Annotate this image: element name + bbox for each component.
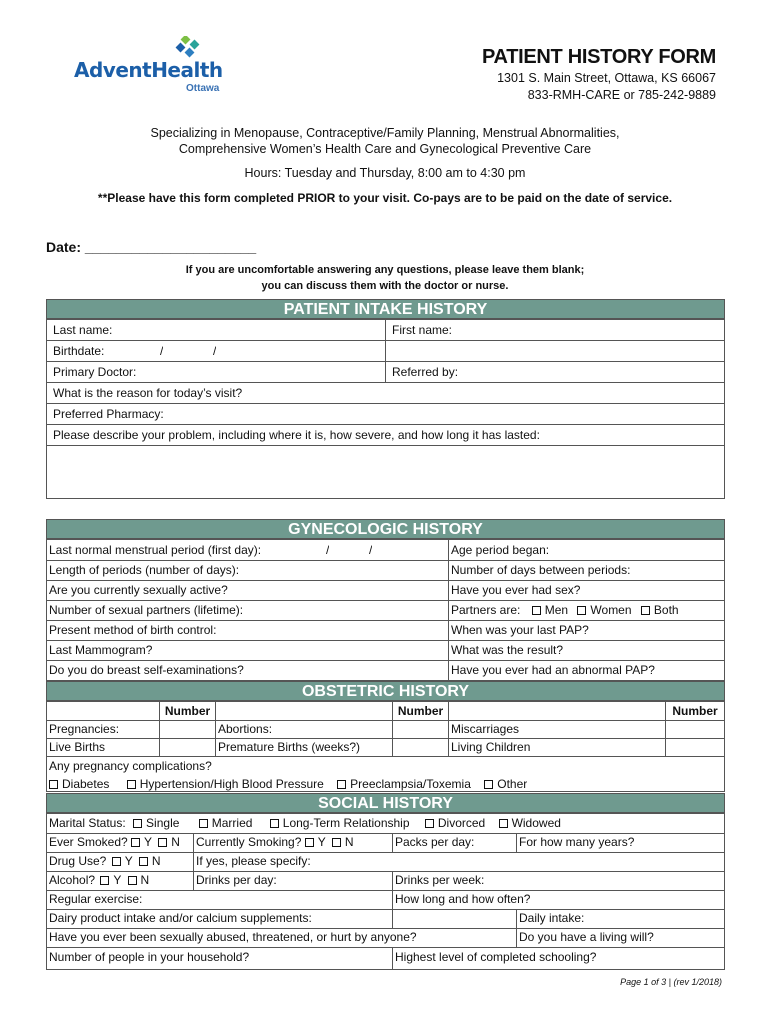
lmp-slash-2: /: [369, 543, 373, 557]
gyn-right-2[interactable]: Have you ever had sex?: [451, 583, 581, 597]
partners-women-option[interactable]: Women: [577, 603, 631, 617]
lmp-slash-1: /: [326, 543, 330, 557]
checkbox-icon[interactable]: [133, 819, 142, 828]
ever-smoked-no[interactable]: N: [158, 835, 180, 849]
exercise-frequency-field[interactable]: How long and how often?: [395, 892, 531, 906]
living-children-label: Living Children: [451, 740, 531, 754]
page-footer: Page 1 of 3 | (rev 1/2018): [620, 977, 722, 987]
birthdate-slash-2: /: [213, 344, 217, 358]
partners-row: [449, 600, 724, 620]
first-name-field[interactable]: First name:: [392, 323, 453, 337]
partners-label: Partners are:: [451, 603, 521, 617]
divorced-option[interactable]: Divorced: [425, 816, 485, 830]
diabetes-option[interactable]: Diabetes: [49, 777, 109, 791]
complications-options: [47, 775, 527, 793]
drug-use-label: Drug Use?: [49, 854, 107, 868]
gyn-left-4[interactable]: Present method of birth control:: [49, 623, 217, 637]
premature-births-label: Premature Births (weeks?): [218, 740, 361, 754]
number-header-3: Number: [672, 704, 718, 718]
single-option[interactable]: Single: [133, 816, 179, 830]
checkbox-icon[interactable]: [49, 780, 58, 789]
currently-smoking-label: Currently Smoking?: [196, 835, 302, 849]
checkbox-icon[interactable]: [131, 838, 140, 847]
gyn-table: [46, 539, 725, 681]
hypertension-option[interactable]: Hypertension/High Blood Pressure: [127, 777, 324, 791]
section-gynecologic: GYNECOLOGIC HISTORY: [46, 519, 725, 539]
checkbox-icon[interactable]: [139, 857, 148, 866]
living-will-field[interactable]: Do you have a living will?: [519, 930, 654, 944]
gyn-right-4[interactable]: When was your last PAP?: [451, 623, 589, 637]
checkbox-icon[interactable]: [127, 780, 136, 789]
currently-smoking-row: [194, 833, 354, 852]
ever-smoked-yes[interactable]: Y: [131, 835, 152, 849]
drug-use-yes[interactable]: Y: [112, 854, 133, 868]
currently-smoking-no[interactable]: N: [332, 835, 354, 849]
problem-description-label: Please describe your problem, including where it is, how severe, and how long it has lasted:: [53, 428, 540, 442]
checkbox-icon[interactable]: [499, 819, 508, 828]
logo-text: AdventHealth: [74, 58, 223, 82]
ever-smoked-row: [47, 833, 180, 852]
privacy-note-2: you can discuss them with the doctor or nurse.: [261, 280, 509, 292]
partners-both-option[interactable]: Both: [641, 603, 679, 617]
checkbox-icon[interactable]: [128, 876, 137, 885]
schooling-field[interactable]: Highest level of completed schooling?: [395, 950, 597, 964]
checkbox-icon[interactable]: [577, 606, 586, 615]
pregnancies-label: Pregnancies:: [49, 722, 120, 736]
clinic-hours: Hours: Tuesday and Thursday, 8:00 am to 4:30 pm: [244, 166, 526, 180]
date-field[interactable]: Date: ______________________: [46, 239, 257, 255]
gyn-right-0[interactable]: Age period began:: [451, 543, 550, 557]
gyn-left-6[interactable]: Do you do breast self-examinations?: [49, 663, 244, 677]
number-header-2: Number: [397, 704, 444, 718]
alcohol-no[interactable]: N: [128, 873, 150, 887]
currently-smoking-yes[interactable]: Y: [305, 835, 326, 849]
marital-status-row: [47, 814, 561, 833]
clinic-phone: 833-RMH-CARE or 785-242-9889: [527, 88, 716, 102]
checkbox-icon[interactable]: [484, 780, 493, 789]
partners-men-option[interactable]: Men: [532, 603, 568, 617]
drinks-per-day-field[interactable]: Drinks per day:: [196, 873, 277, 887]
complications-label: Any pregnancy complications?: [49, 759, 212, 773]
gyn-left-1[interactable]: Length of periods (number of days):: [49, 563, 240, 577]
section-patient-intake: PATIENT INTAKE HISTORY: [46, 299, 725, 319]
checkbox-icon[interactable]: [112, 857, 121, 866]
privacy-note-1: If you are uncomfortable answering any questions, please leave them blank;: [185, 264, 585, 276]
prior-notice: **Please have this form completed PRIOR to your visit. Co-pays are to be paid on the date of service.: [97, 191, 673, 205]
checkbox-icon[interactable]: [532, 606, 541, 615]
intake-table: [46, 319, 725, 499]
visit-reason-field[interactable]: What is the reason for today’s visit?: [53, 386, 243, 400]
section-obstetric: OBSTETRIC HISTORY: [46, 681, 725, 701]
abuse-question-field[interactable]: Have you ever been sexually abused, threatened, or hurt by anyone?: [49, 930, 417, 944]
checkbox-icon[interactable]: [337, 780, 346, 789]
married-option[interactable]: Married: [199, 816, 253, 830]
checkbox-icon[interactable]: [158, 838, 167, 847]
obstetric-table: [46, 701, 725, 792]
drug-specify-field[interactable]: If yes, please specify:: [196, 854, 311, 868]
logo-location: Ottawa: [186, 83, 220, 94]
birthdate-field[interactable]: Birthdate:: [53, 344, 105, 358]
exercise-field[interactable]: Regular exercise:: [49, 892, 143, 906]
gyn-right-1[interactable]: Number of days between periods:: [451, 563, 631, 577]
daily-intake-field[interactable]: Daily intake:: [519, 911, 585, 925]
clinic-address: 1301 S. Main Street, Ottawa, KS 66067: [497, 71, 716, 85]
advent-health-logo: [74, 36, 234, 96]
checkbox-icon[interactable]: [641, 606, 650, 615]
birthdate-slash-1: /: [160, 344, 164, 358]
pharmacy-field[interactable]: Preferred Pharmacy:: [53, 407, 164, 421]
gyn-left-5[interactable]: Last Mammogram?: [49, 643, 153, 657]
abortions-label: Abortions:: [218, 722, 273, 736]
marital-status-label: Marital Status:: [49, 816, 126, 830]
widowed-option[interactable]: Widowed: [499, 816, 561, 830]
checkbox-icon[interactable]: [199, 819, 208, 828]
preeclampsia-option[interactable]: Preeclampsia/Toxemia: [337, 777, 471, 791]
alcohol-label: Alcohol?: [49, 873, 96, 887]
checkbox-icon[interactable]: [332, 838, 341, 847]
checkbox-icon[interactable]: [425, 819, 434, 828]
checkbox-icon[interactable]: [100, 876, 109, 885]
checkbox-icon[interactable]: [305, 838, 314, 847]
ever-smoked-label: Ever Smoked?: [49, 835, 128, 849]
gyn-right-5[interactable]: What was the result?: [451, 643, 564, 657]
section-social: SOCIAL HISTORY: [46, 793, 725, 813]
gyn-left-0[interactable]: Last normal menstrual period (first day):: [49, 543, 262, 557]
alcohol-row: [47, 871, 149, 890]
form-title: PATIENT HISTORY FORM: [481, 46, 716, 68]
specialty-line-1: Specializing in Menopause, Contraceptive/Family Planning, Menstrual Abnormalities,: [150, 126, 620, 140]
specialty-line-2: Comprehensive Women’s Health Care and Gynecological Preventive Care: [178, 142, 592, 156]
primary-doctor-field[interactable]: Primary Doctor:: [53, 365, 137, 379]
drug-use-row: [47, 852, 161, 871]
drug-use-no[interactable]: N: [139, 854, 161, 868]
last-name-field[interactable]: Last name:: [53, 323, 113, 337]
other-option[interactable]: Other: [484, 777, 527, 791]
smoking-years-field[interactable]: For how many years?: [519, 835, 635, 849]
referred-by-field[interactable]: Referred by:: [392, 365, 459, 379]
alcohol-yes[interactable]: Y: [100, 873, 121, 887]
live-births-label: Live Births: [49, 740, 106, 754]
household-field[interactable]: Number of people in your household?: [49, 950, 250, 964]
gyn-left-2[interactable]: Are you currently sexually active?: [49, 583, 228, 597]
gyn-left-3[interactable]: Number of sexual partners (lifetime):: [49, 603, 244, 617]
drinks-per-week-field[interactable]: Drinks per week:: [395, 873, 485, 887]
number-header-1: Number: [164, 704, 211, 718]
miscarriages-label: Miscarriages: [451, 722, 520, 736]
long-term-option[interactable]: Long-Term Relationship: [270, 816, 410, 830]
checkbox-icon[interactable]: [270, 819, 279, 828]
gyn-right-6[interactable]: Have you ever had an abnormal PAP?: [451, 663, 655, 677]
packs-per-day-field[interactable]: Packs per day:: [395, 835, 475, 849]
problem-description-area[interactable]: [47, 446, 724, 498]
social-table: [46, 813, 725, 970]
dairy-intake-field[interactable]: Dairy product intake and/or calcium supplements:: [49, 911, 312, 925]
